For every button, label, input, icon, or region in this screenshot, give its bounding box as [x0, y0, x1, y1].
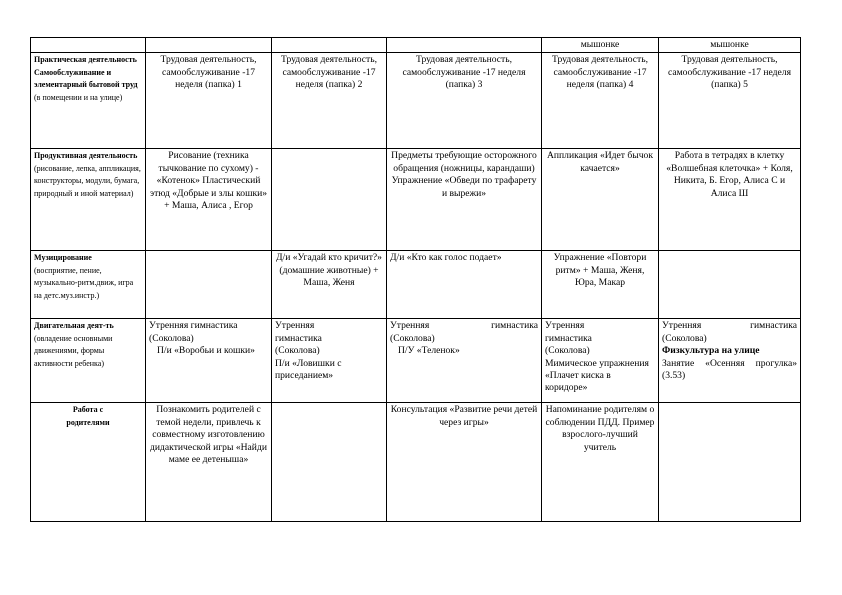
cell-line: П/и «Ловишки с приседанием» — [275, 357, 342, 382]
cell-music-day4: Упражнение «Повтори ритм» + Маша, Женя, Юра, Макар — [542, 251, 659, 319]
row-label-sub: (в помещении и на улице) — [34, 92, 123, 102]
cell-line: Утренняя гимнастика — [662, 320, 797, 332]
cell-productive-day5: Работа в тетрадях в клетку «Волшебная клеточка» + Коля, Никита, Б. Егор, Алиса С и Алиса Ш — [659, 149, 801, 251]
cell-parents-day5 — [659, 403, 801, 522]
header-cell-1 — [146, 38, 272, 53]
cell-practical-day1: Трудовая деятельность, самообслуживание -17 неделя (папка) 1 — [146, 53, 272, 149]
row-label-title: Практическая деятельность Самообслуживание и элементарный бытовой труд — [34, 55, 138, 90]
table-row-motor — [31, 319, 801, 403]
cell-productive-day3: Предметы требующие осторожного обращения (ножницы, карандаши) Упражнение «Обведи по трафарету и вырежи» — [387, 149, 542, 251]
row-label-sub: (рисование, лепка, аппликация, конструкторы, модули, бумага, природный и иной материал) — [34, 163, 141, 198]
row-label-title: Музицирование — [34, 253, 92, 263]
cell-line: (Соколова) — [545, 345, 590, 357]
cell-music-day1 — [146, 251, 272, 319]
cell-line: Утренняя — [275, 320, 315, 332]
cell-line: П/и «Воробьи и кошки» — [157, 345, 255, 357]
header-cell-5: мышонке — [659, 38, 801, 53]
header-cell-2 — [272, 38, 387, 53]
cell-line-bold: Физкультура на улице — [662, 345, 760, 357]
header-row — [31, 38, 801, 53]
cell-line: Занятие «Осенняя прогулка» (3.53) — [662, 357, 797, 382]
cell-motor-day1 — [146, 319, 272, 403]
row-label-title: Двигательная деят-ть — [34, 321, 114, 331]
header-cell-4: мышонке — [542, 38, 659, 53]
cell-line: Мимическое упражнения «Плачет киска в коридоре» — [545, 357, 649, 394]
row-label-music — [31, 251, 146, 319]
cell-practical-day4: Трудовая деятельность, самообслуживание -17 неделя (папка) 4 — [542, 53, 659, 149]
cell-motor-day4 — [542, 319, 659, 403]
cell-motor-day3 — [387, 319, 542, 403]
cell-music-day5 — [659, 251, 801, 319]
cell-line: Утренняя гимнастика — [149, 320, 238, 332]
cell-productive-day1: Рисование (техника тычкование по сухому) - «Котенок» Пластический этюд «Добрые и злы кошки» + Маша, Алиса , Егор — [146, 149, 272, 251]
header-cell-0 — [31, 38, 146, 53]
cell-parents-day3: Консультация «Развитие речи детей через игры» — [387, 403, 542, 522]
cell-line: (Соколова) — [275, 345, 320, 357]
cell-line: Утренняя гимнастика — [390, 320, 538, 332]
cell-music-day2: Д/и «Угадай кто кричит?» (домашние животные) + Маша, Женя — [272, 251, 387, 319]
table-row-practical — [31, 53, 801, 149]
cell-productive-day4: Аппликация «Идет бычок качается» — [542, 149, 659, 251]
cell-parents-day1: Познакомить родителей с темой недели, привлечь к совместному изготовлению дидактической игры «Найди маме ее детеныша» — [146, 403, 272, 522]
row-label-motor — [31, 319, 146, 403]
row-label-parents — [31, 403, 146, 522]
table-row-music — [31, 251, 801, 319]
row-label-productive — [31, 149, 146, 251]
cell-line: гимнастика — [275, 332, 322, 344]
cell-productive-day2 — [272, 149, 387, 251]
table-row-parents — [31, 403, 801, 522]
cell-motor-day2 — [272, 319, 387, 403]
cell-line: гимнастика — [545, 332, 592, 344]
cell-parents-day2 — [272, 403, 387, 522]
cell-line: (Соколова) — [390, 332, 435, 344]
cell-line: П/У «Теленок» — [398, 345, 460, 357]
weekly-plan-table — [30, 37, 801, 522]
cell-practical-day3: Трудовая деятельность, самообслуживание -17 неделя (папка) 3 — [387, 53, 542, 149]
row-label-sub: (восприятие, пение, музыкально-ритм.движ, игра на детс.муз.инстр.) — [34, 265, 134, 300]
cell-line: Утренняя — [545, 320, 585, 332]
cell-line: (Соколова) — [149, 332, 194, 344]
table-row-productive — [31, 149, 801, 251]
row-label-title: Продуктивная деятельность — [34, 151, 138, 161]
cell-practical-day2: Трудовая деятельность, самообслуживание -17 неделя (папка) 2 — [272, 53, 387, 149]
header-cell-3 — [387, 38, 542, 53]
row-label-sub: (овладение основными движениями, формы активности ребенка) — [34, 333, 113, 368]
cell-parents-day4: Напоминание родителям о соблюдении ПДД. Пример взрослого-лучший учитель — [542, 403, 659, 522]
row-label-practical — [31, 53, 146, 149]
cell-music-day3: Д/и «Кто как голос подает» — [387, 251, 542, 319]
cell-motor-day5 — [659, 319, 801, 403]
cell-practical-day5: Трудовая деятельность, самообслуживание -17 неделя (папка) 5 — [659, 53, 801, 149]
cell-line: (Соколова) — [662, 332, 707, 344]
row-label-title: Работа с родителями — [66, 405, 110, 427]
